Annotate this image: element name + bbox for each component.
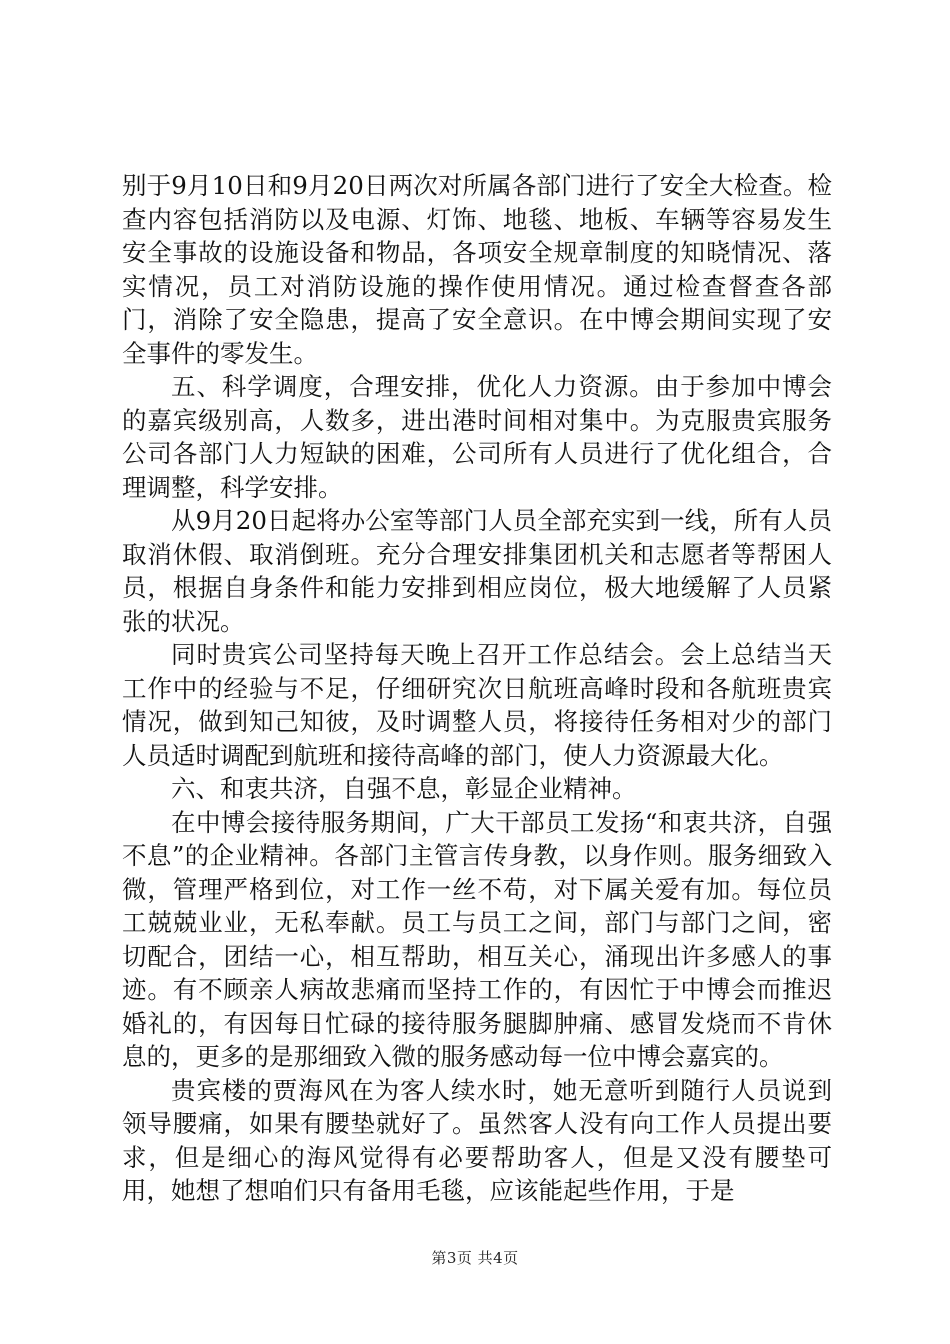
- paragraph-enterprise-spirit: 在中博会接待服务期间，广大干部员工发扬“和衷共济，自强不息”的企业精神。各部门主管言传身教，以身作则。服务细致入微，管理严格到位，对工作一丝不苟，对下属关爱有加。每位员工兢兢业业，无私奉献。员工与员工之间，部门与部门之间，密切配合，团结一心，相互帮助，相互关心，涌现出许多感人的事迹。有不顾亲人病故悲痛而坚持工作的，有因忙于中博会而推迟婚礼的，有因每日忙碌的接待服务腿脚肿痛、感冒发烧而不肯休息的，更多的是那细致入微的服务感动每一位中博会嘉宾的。: [122, 807, 832, 1071]
- paragraph-jia-haifeng-story: 贵宾楼的贾海风在为客人续水时，她无意听到随行人员说到领导腰痛，如果有腰垫就好了。虽然客人没有向工作人员提出要求，但是细心的海风觉得有必要帮助客人，但是又没有腰垫可用，她想了想咱们只有备用毛毯，应该能起些作用，于是: [122, 1075, 832, 1205]
- paragraph-daily-summary: 同时贵宾公司坚持每天晚上召开工作总结会。会上总结当天工作中的经验与不足，仔细研究次日航班高峰时段和各航班贵宾情况，做到知己知彼，及时调整人员，将接待任务相对少的部门人员适时调配到航班和接待高峰的部门，使人力资源最大化。: [122, 640, 832, 770]
- page-number-footer: 第3页 共4页: [431, 1249, 519, 1267]
- document-body: [122, 169, 832, 1208]
- paragraph-section-five: 五、科学调度，合理安排，优化人力资源。由于参加中博会的嘉宾级别高，人数多，进出港时间相对集中。为克服贵宾服务公司各部门人力短缺的困难，公司所有人员进行了优化组合，合理调整，科学安排。: [122, 372, 832, 502]
- paragraph-staff-deployment: 从9月20日起将办公室等部门人员全部充实到一线，所有人员取消休假、取消倒班。充分合理安排集团机关和志愿者等帮困人员，根据自身条件和能力安排到相应岗位，极大地缓解了人员紧张的状况。: [122, 506, 832, 636]
- paragraph-safety-inspection: 别于9月10日和9月20日两次对所属各部门进行了安全大检查。检查内容包括消防以及电源、灯饰、地毯、地板、车辆等容易发生安全事故的设施设备和物品，各项安全规章制度的知晓情况、落实情况，员工对消防设施的操作使用情况。通过检查督查各部门，消除了安全隐患，提高了安全意识。在中博会期间实现了安全事件的零发生。: [122, 171, 832, 368]
- paragraph-section-six-heading: 六、和衷共济，自强不息，彰显企业精神。: [171, 774, 637, 803]
